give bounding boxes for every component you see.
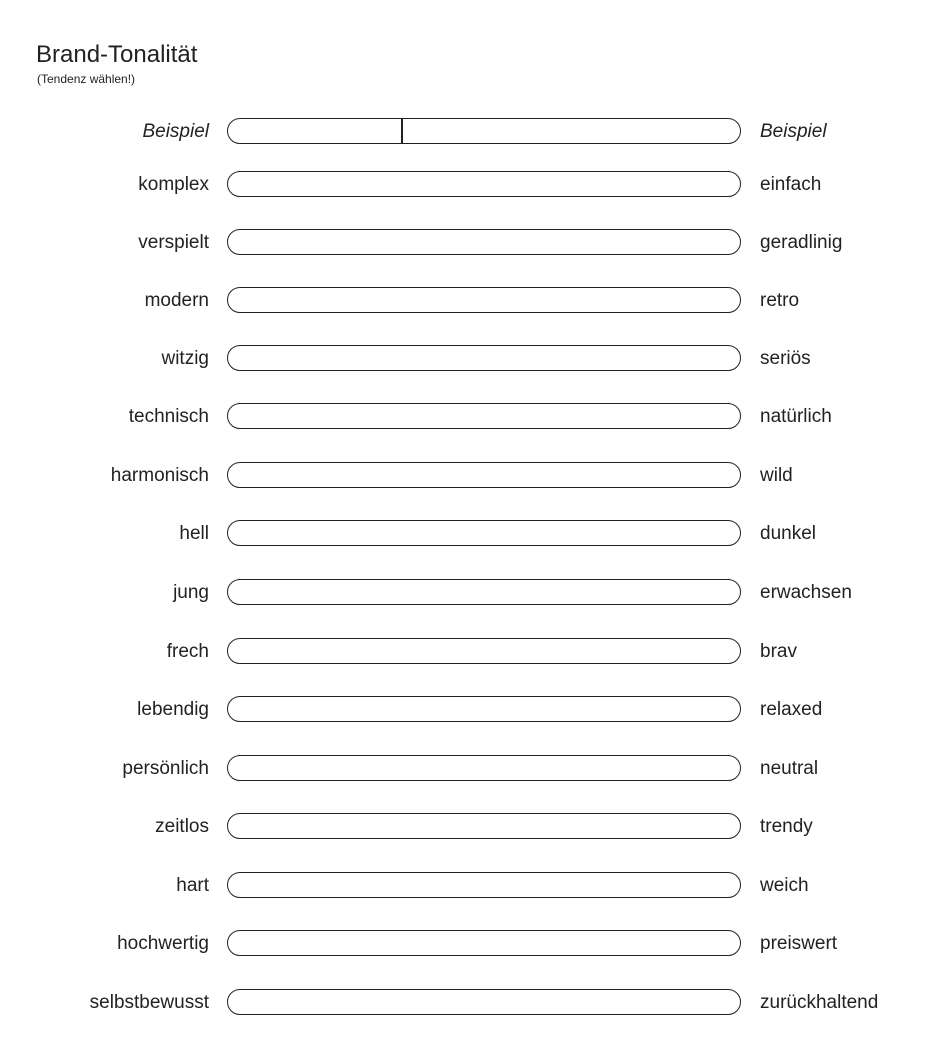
slider-row [0, 579, 925, 607]
slider-track[interactable] [227, 989, 741, 1015]
slider-track[interactable] [227, 462, 741, 488]
slider-row [0, 403, 925, 431]
slider-row [0, 696, 925, 724]
slider-left-label: technisch [128, 406, 209, 427]
slider-right-label: geradlinig [760, 232, 843, 253]
slider-track[interactable] [227, 930, 741, 956]
example-slider-track[interactable] [227, 118, 741, 144]
slider-left-label: persönlich [122, 758, 209, 779]
slider-left-label: frech [166, 641, 209, 662]
slider-right-label: Beispiel [760, 121, 827, 142]
slider-right-label: relaxed [760, 699, 823, 720]
slider-left-label: zeitlos [155, 816, 209, 837]
slider-marker[interactable] [401, 118, 403, 144]
slider-right-label: einfach [760, 174, 822, 195]
slider-track[interactable] [227, 579, 741, 605]
slider-right-label: trendy [760, 816, 813, 837]
slider-right-label: wild [760, 465, 793, 486]
slider-left-label: verspielt [138, 232, 209, 253]
slider-left-label: lebendig [137, 699, 209, 720]
slider-right-label: zurückhaltend [760, 992, 879, 1013]
slider-row [0, 287, 925, 315]
header [36, 40, 197, 86]
slider-track[interactable] [227, 345, 741, 371]
slider-row [0, 755, 925, 783]
slider-row [0, 930, 925, 958]
slider-track[interactable] [227, 755, 741, 781]
slider-left-label: hell [179, 523, 209, 544]
slider-left-label: jung [173, 582, 209, 603]
slider-left-label: modern [144, 290, 209, 311]
slider-left-label: hart [176, 875, 209, 896]
slider-right-label: weich [760, 875, 809, 896]
slider-right-label: retro [760, 290, 800, 311]
page-subtitle: (Tendenz wählen!) [37, 72, 136, 86]
slider-left-label: hochwertig [117, 933, 209, 954]
slider-right-label: dunkel [760, 523, 816, 544]
slider-row [0, 872, 925, 900]
slider-right-label: neutral [760, 758, 819, 779]
slider-track[interactable] [227, 696, 741, 722]
slider-track[interactable] [227, 813, 741, 839]
slider-right-label: brav [760, 641, 797, 662]
slider-row [0, 229, 925, 257]
slider-row [0, 638, 925, 666]
slider-right-label: erwachsen [760, 582, 852, 603]
slider-row [0, 989, 925, 1017]
slider-track[interactable] [227, 638, 741, 664]
slider-track[interactable] [227, 872, 741, 898]
slider-row [0, 171, 925, 199]
slider-row [0, 520, 925, 548]
slider-track[interactable] [227, 403, 741, 429]
slider-left-label: komplex [138, 174, 209, 195]
slider-left-label: Beispiel [142, 121, 209, 142]
slider-track[interactable] [227, 520, 741, 546]
slider-track[interactable] [227, 171, 741, 197]
slider-row [0, 345, 925, 373]
slider-track[interactable] [227, 229, 741, 255]
slider-right-label: natürlich [760, 406, 832, 427]
slider-left-label: selbstbewusst [89, 992, 209, 1013]
slider-left-label: harmonisch [110, 465, 209, 486]
slider-row [0, 462, 925, 490]
slider-row [0, 813, 925, 841]
slider-right-label: preiswert [760, 933, 838, 954]
slider-left-label: witzig [161, 348, 209, 369]
slider-row-example [0, 118, 925, 146]
slider-right-label: seriös [760, 348, 811, 369]
page-title: Brand-Tonalität [36, 41, 198, 68]
slider-track[interactable] [227, 287, 741, 313]
